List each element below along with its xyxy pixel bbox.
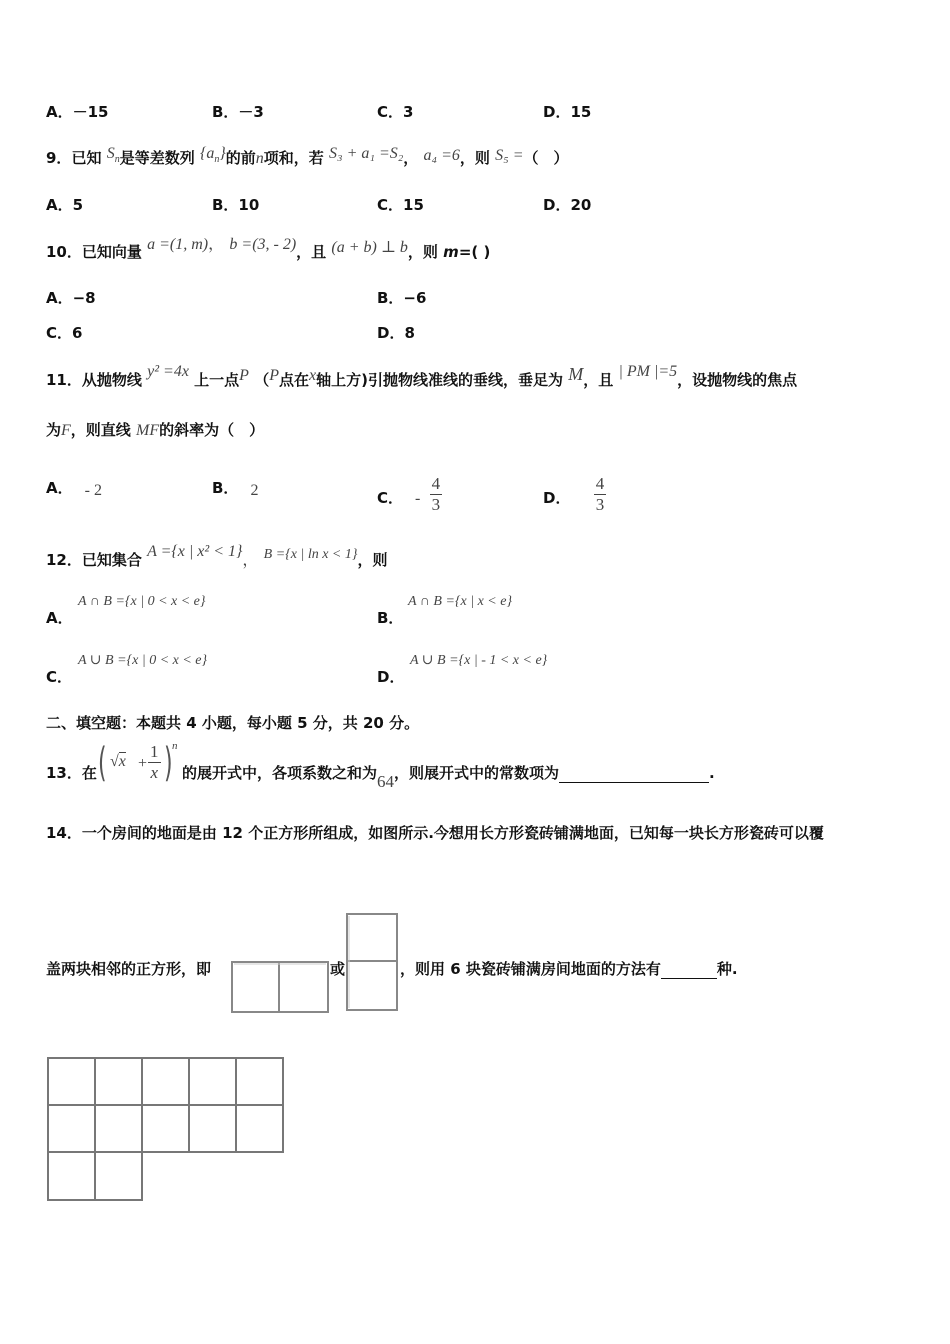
q14-number: 14． <box>46 824 82 842</box>
q9-sequence: $\{a_n\}$ <box>199 145 226 166</box>
q9-s5: S₅ = <box>495 147 524 164</box>
q11-number: 11． <box>46 371 82 389</box>
section-title: 二、填空题：本题共 4 小题，每小题 5 分，共 20 分。 <box>46 714 420 732</box>
q10-vector-b: b =(3, - 2) <box>229 236 297 253</box>
q12-set-b: B ={x | ln x < 1} <box>263 547 358 562</box>
q12-option-b-label: B． <box>377 609 404 627</box>
q14-stem-line1: 14．一个房间的地面是由 12 个正方形所组成，如图所示.今想用长方形瓷砖铺满地面，已知每一块长方形瓷砖可以覆 <box>46 824 824 842</box>
q10-stem: 10．已知向量 a =(1, m)， b =(3, - 2)，且 (a + b) ⊥ b，则 m=( ) <box>46 236 491 261</box>
q11-option-c-fraction: $\frac{4}{3}$ <box>431 474 441 514</box>
q11-stem-line2: 为F，则直线 MF的斜率为（ ） <box>46 421 265 439</box>
q13-answer-blank <box>559 766 709 783</box>
q12-option-d: A ∪ B ={x | - 1 < x < e} <box>410 653 548 668</box>
q8-option-b: B．－3 <box>212 103 264 121</box>
q11-option-c: C． - $\frac{4}{3}$ <box>377 474 441 514</box>
q8-option-a: A．－15 <box>46 103 109 121</box>
q10-number: 10． <box>46 243 82 261</box>
q11-option-b: B． 2 <box>212 479 259 499</box>
q9-condition-1: S₃ + a₁ =S₂ <box>329 145 404 162</box>
q11-option-a: A． - 2 <box>46 479 102 499</box>
q13-exponent: n <box>172 740 178 752</box>
q9-option-c: C．15 <box>377 196 424 214</box>
q11-pm: | PM |=5 <box>618 363 678 380</box>
q10-option-d: D．8 <box>377 324 415 342</box>
q10-option-c: C．6 <box>46 324 83 342</box>
q9-option-d: D．20 <box>543 196 592 214</box>
q13-stem: 的展开式中，各项系数之和为64，则展开式中的常数项为 . <box>182 764 715 791</box>
q12-option-a: A ∩ B ={x | 0 < x < e} <box>78 594 206 609</box>
q10-option-a: A．−8 <box>46 289 96 307</box>
room-floor-grid <box>46 1056 286 1204</box>
q8-option-c: C．3 <box>377 103 414 121</box>
q9-option-b: B．10 <box>212 196 260 214</box>
q12-set-a: A ={x | x² < 1} <box>147 543 243 560</box>
q12-option-b: A ∩ B ={x | x < e} <box>408 594 513 609</box>
q14-or: 或 <box>330 960 346 978</box>
q13-left-paren: ( <box>98 740 107 786</box>
q10-vector-a: a =(1, m) <box>147 236 209 253</box>
q14-answer-blank <box>661 962 717 979</box>
q13-number: 13．在 <box>46 764 97 782</box>
q10-condition: (a + b) ⊥ b <box>331 239 408 256</box>
q9-sn: $S_n$ <box>106 145 120 166</box>
q8-option-d: D．15 <box>543 103 592 121</box>
q12-option-a-label: A． <box>46 609 73 627</box>
q13-fraction: $\frac{1}{x}$ <box>150 742 159 782</box>
q10-option-b: B．−6 <box>377 289 427 307</box>
q14-stem-line2a: 盖两块相邻的正方形，即 <box>46 960 212 978</box>
q11-option-d-fraction: $\frac{4}{3}$ <box>595 474 605 514</box>
q9-stem: 9．已知 $S_n$是等差数列 $\{a_n\}$的前n项和，若 S₃ + a₁ =S₂， a₄ =6，则 S₅ =（ ） <box>46 145 569 167</box>
q12-option-c: A ∪ B ={x | 0 < x < e} <box>78 653 208 668</box>
vertical-tile-figure <box>345 912 399 1012</box>
q12-option-d-label: D． <box>377 668 405 686</box>
q13-sum: 64 <box>377 772 395 791</box>
q11-option-d: D． $\frac{4}{3}$ <box>543 474 605 514</box>
q14-stem-line2b: ，则用 6 块瓷砖铺满房间地面的方法有 种. <box>400 960 738 978</box>
q11-stem-line1: 11．从抛物线 y² =4x 上一点P （P点在x轴上方)引抛物线准线的垂线，垂足为 M，且 | PM |=5，设抛物线的焦点 <box>46 363 798 389</box>
q9-option-a: A．5 <box>46 196 84 214</box>
q12-option-c-label: C． <box>46 668 73 686</box>
q13-right-paren: ) <box>164 740 173 786</box>
q9-number: 9． <box>46 149 72 167</box>
q13-binomial: ( √x + $\frac{1}{x}$ ) n <box>98 742 182 792</box>
q12-number: 12． <box>46 551 82 569</box>
q13-sqrt: √x <box>110 753 126 770</box>
q11-parabola: y² =4x <box>147 363 189 380</box>
horizontal-tile-figure <box>230 960 330 1014</box>
q12-stem: 12．已知集合 A ={x | x² < 1}， B ={x | ln x < 1}，则 <box>46 543 388 569</box>
q9-condition-2: a₄ =6 <box>423 147 460 164</box>
